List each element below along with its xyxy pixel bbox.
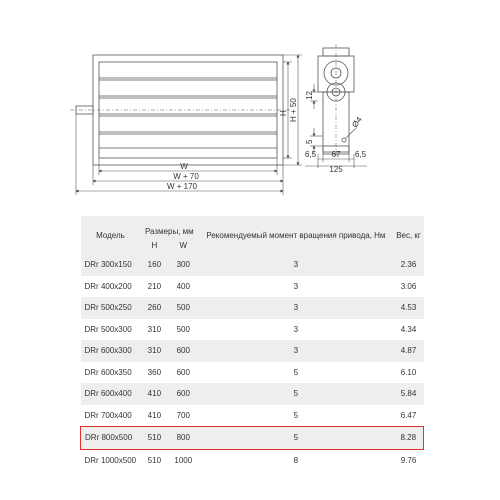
cell-h: 360	[140, 362, 168, 384]
cell-weight: 4.34	[394, 319, 424, 341]
dim-5-label: 5	[305, 139, 314, 144]
table-row	[81, 297, 424, 319]
dim-125-label: 125	[329, 165, 343, 174]
side-view	[318, 44, 354, 158]
cell-weight: 5.84	[394, 383, 424, 405]
table-header-row	[81, 216, 424, 236]
cell-weight: 6.47	[394, 405, 424, 427]
dim-12-label: 12	[305, 91, 314, 100]
cell-w: 600	[168, 362, 198, 384]
table-row	[81, 405, 424, 427]
dim-6-5-left-label: 6,5	[305, 150, 317, 159]
header-h: H	[140, 236, 168, 254]
front-view	[70, 55, 290, 165]
cell-model: DRr 600x300	[81, 340, 141, 362]
header-weight: Вес, кг	[394, 216, 424, 254]
header-model: Модель	[81, 216, 141, 254]
cell-torque: 3	[198, 254, 393, 276]
cell-torque: 3	[198, 340, 393, 362]
cell-model: DRr 1000x500	[81, 449, 141, 471]
header-sizes: Размеры, мм	[140, 216, 198, 236]
cell-torque: 5	[198, 362, 393, 384]
cell-torque: 8	[198, 449, 393, 471]
cell-w: 500	[168, 319, 198, 341]
cell-w: 800	[168, 427, 198, 450]
cell-model: DRr 600x350	[81, 362, 141, 384]
cell-w: 700	[168, 405, 198, 427]
side-mount-hole	[342, 138, 346, 142]
header-w: W	[168, 236, 198, 254]
dim-w70-label: W + 70	[173, 172, 199, 181]
table-row	[81, 383, 424, 405]
cell-torque: 3	[198, 276, 393, 298]
cell-model: DRr 500x250	[81, 297, 141, 319]
table-row	[81, 254, 424, 276]
cell-h: 410	[140, 383, 168, 405]
cell-h: 260	[140, 297, 168, 319]
dim-h-label: H	[279, 110, 288, 116]
dim-d4-label: Ø4	[350, 115, 364, 130]
cell-w: 1000	[168, 449, 198, 471]
table-row	[81, 276, 424, 298]
cell-model: DRr 300x150	[81, 254, 141, 276]
drawing-svg	[0, 0, 500, 205]
cell-h: 310	[140, 319, 168, 341]
cell-model: DRr 500x300	[81, 319, 141, 341]
cell-torque: 3	[198, 297, 393, 319]
cell-weight: 9.76	[394, 449, 424, 471]
dim-w170-label: W + 170	[166, 182, 198, 191]
cell-w: 400	[168, 276, 198, 298]
cell-model: DRr 600x400	[81, 383, 141, 405]
cell-h: 510	[140, 449, 168, 471]
cell-w: 600	[168, 340, 198, 362]
cell-weight: 4.87	[394, 340, 424, 362]
cell-torque: 5	[198, 383, 393, 405]
cell-model: DRr 700x400	[81, 405, 141, 427]
dim-6-5-right-label: 6,5	[355, 150, 367, 159]
technical-drawing	[0, 0, 500, 205]
table-row	[81, 319, 424, 341]
table-row	[81, 340, 424, 362]
table-row	[81, 449, 424, 471]
table-row	[81, 427, 424, 450]
cell-torque: 5	[198, 427, 393, 450]
cell-h: 210	[140, 276, 168, 298]
cell-weight: 6.10	[394, 362, 424, 384]
cell-h: 510	[140, 427, 168, 450]
header-torque: Рекомендуемый момент вращения привода, Нм	[198, 216, 393, 254]
cell-weight: 4.53	[394, 297, 424, 319]
table-body	[81, 254, 424, 471]
cell-torque: 5	[198, 405, 393, 427]
cell-model: DRr 400x200	[81, 276, 141, 298]
cell-torque: 3	[198, 319, 393, 341]
cell-h: 410	[140, 405, 168, 427]
dim-h50-label: H + 50	[289, 98, 298, 122]
cell-weight: 3.06	[394, 276, 424, 298]
cell-w: 600	[168, 383, 198, 405]
cell-h: 160	[140, 254, 168, 276]
dim-67-label: 67	[331, 150, 341, 159]
cell-w: 300	[168, 254, 198, 276]
table-row	[81, 362, 424, 384]
dim-w-label: W	[180, 162, 188, 171]
cell-weight: 8.28	[394, 427, 424, 450]
spec-table	[80, 216, 424, 471]
cell-h: 310	[140, 340, 168, 362]
cell-w: 500	[168, 297, 198, 319]
cell-model: DRr 800x500	[81, 427, 141, 450]
cell-weight: 2.36	[394, 254, 424, 276]
